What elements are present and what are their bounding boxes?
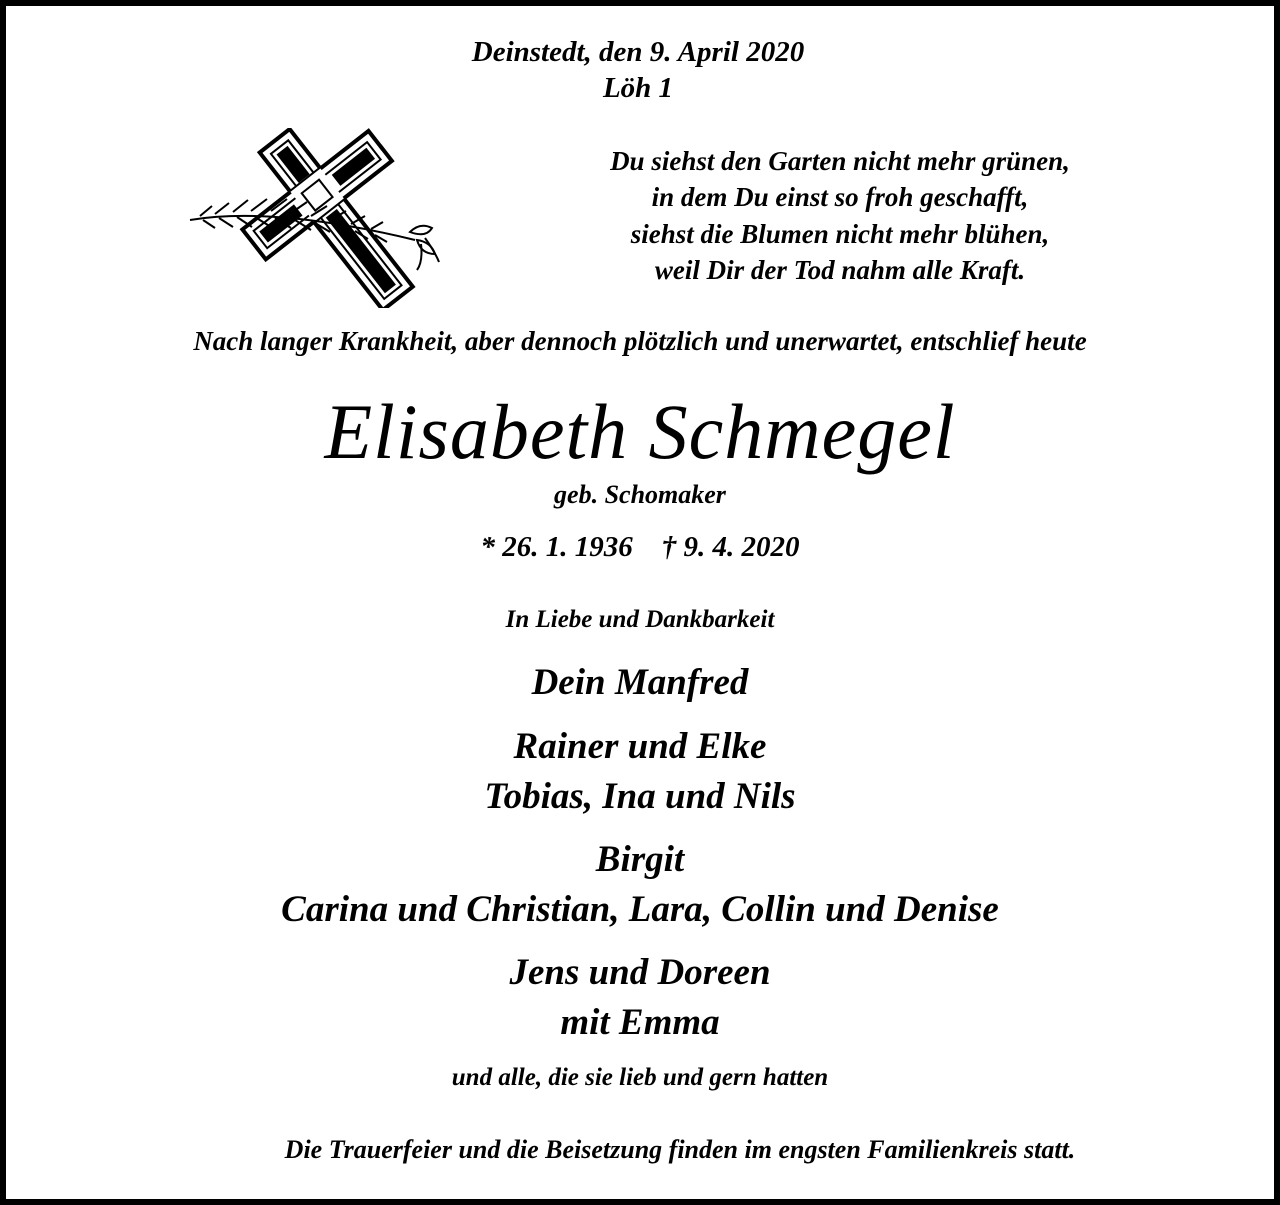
mourners-intro: In Liebe und Dankbarkeit bbox=[505, 606, 775, 633]
poem-line: in dem Du einst so froh geschafft, bbox=[651, 182, 1029, 212]
intro-text: Nach langer Krankheit, aber dennoch plötzlich und unerwartet, entschlief heute bbox=[193, 326, 1087, 356]
mourner-line: Tobias, Ina und Nils bbox=[484, 776, 796, 817]
mourner-line: Birgit bbox=[595, 839, 685, 880]
poem-line: siehst die Blumen nicht mehr blühen, bbox=[630, 219, 1050, 249]
poem-line: weil Dir der Tod nahm alle Kraft. bbox=[654, 255, 1026, 285]
street-address: Löh 1 bbox=[602, 72, 674, 104]
life-dates: * 26. 1. 1936 † 9. 4. 2020 bbox=[480, 531, 800, 563]
mourner-line: mit Emma bbox=[560, 1002, 720, 1043]
deceased-name: Elisabeth Schmegel bbox=[324, 388, 956, 475]
mourner-line: Carina und Christian, Lara, Collin und Denise bbox=[281, 889, 999, 930]
service-notice: Die Trauerfeier und die Beisetzung finden im engsten Familienkreis statt. bbox=[284, 1135, 1076, 1164]
cross-with-palm-icon bbox=[185, 128, 485, 308]
mourner-line: Dein Manfred bbox=[531, 662, 749, 703]
mourner-line: Rainer und Elke bbox=[513, 726, 767, 767]
others-line: und alle, die sie lieb und gern hatten bbox=[451, 1064, 829, 1091]
maiden-name: geb. Schomaker bbox=[554, 480, 726, 509]
place-date: Deinstedt, den 9. April 2020 bbox=[471, 36, 805, 68]
poem-line: Du siehst den Garten nicht mehr grünen, bbox=[610, 146, 1070, 176]
mourner-line: Jens und Doreen bbox=[509, 952, 771, 993]
